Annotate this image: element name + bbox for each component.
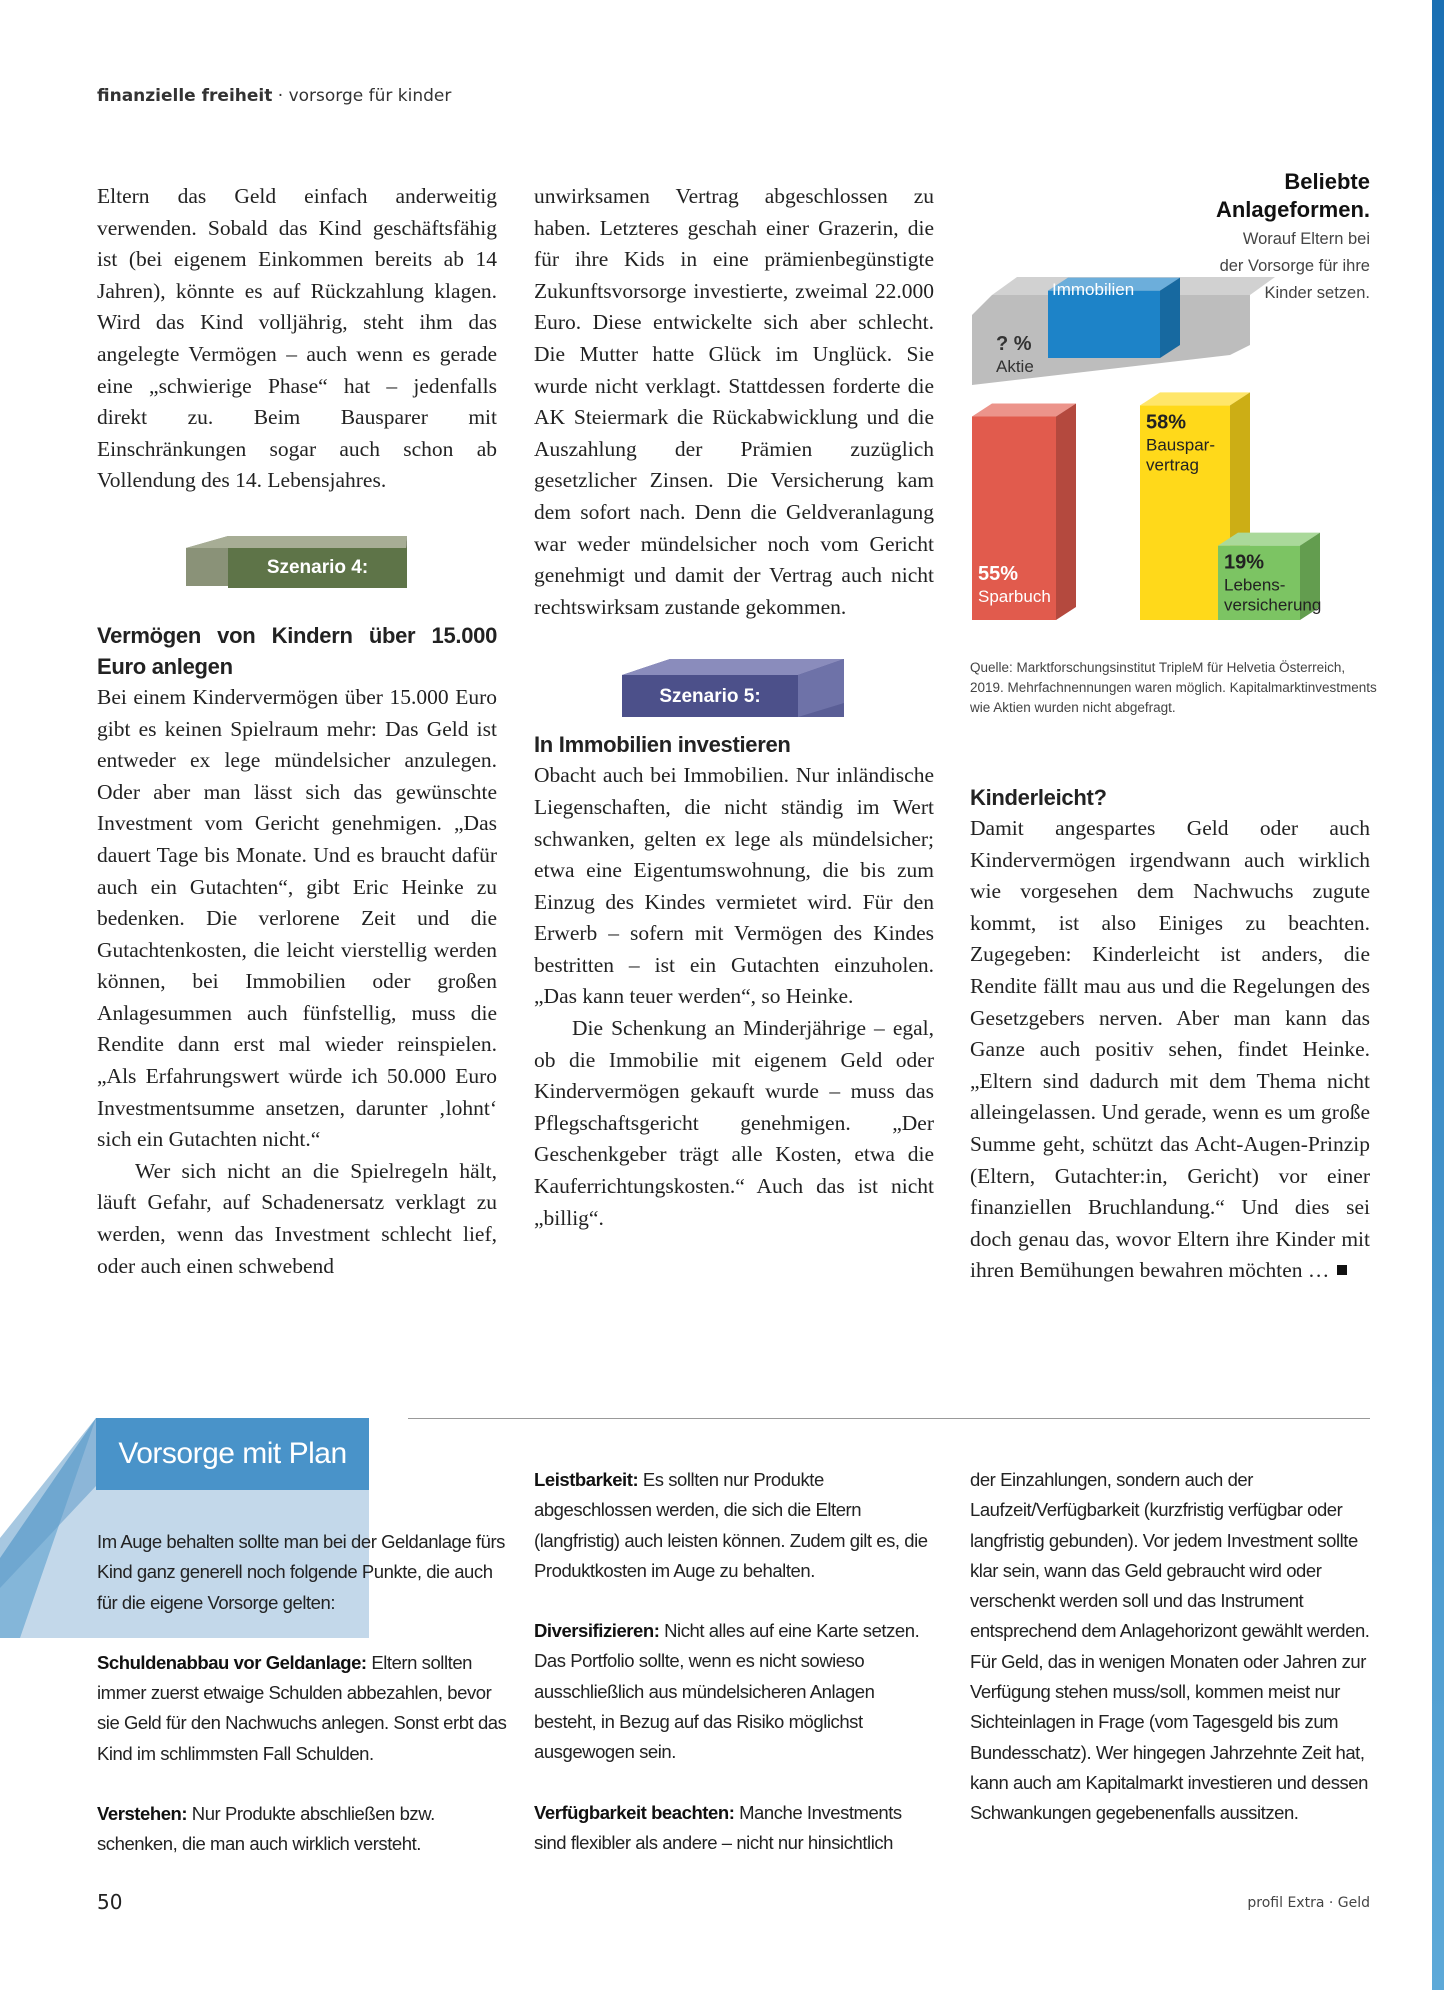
text-column-3 [970,782,1370,1287]
category-label-aktie: Aktie [996,357,1034,376]
box-item-3 [534,1465,934,1586]
col2-paragraph-3: Die Schenkung an Minderjährige – egal, ob die Immobilie mit eigenem Geld oder Kindervermögen gekauft wurde – muss das Pflegschaftsgericht genehmigen. „Der Geschenkgeber trägt alle Kosten, etwa die Kauferrichtungskosten.“ Auch das ist nicht „billig“. [534,1016,934,1230]
value-label-lebensversicherung: 19% [1224,551,1265,574]
category-label-lebensversicherung-1: versicherung [1224,595,1322,615]
box-item-1-term: Schuldenabbau vor Geldanlage: [97,1651,367,1673]
bar-sparbuch-side [1056,404,1076,621]
running-header [97,86,451,106]
value-label-aktie: ? % [996,333,1032,355]
col2-paragraph-1: unwirksamen Vertrag abgeschlossen zu haben. Letzteres geschah einer Grazerin, die für ihre Kids in eine prämienbegünstigte Zukunftsvorsorge investierte, zweimal 22.000 Euro. Diese entwickelte sich aber schlecht. Die Mutter hatte Glück im Unglück. Sie wurde nicht verklagt. Stattdessen forderte die AK Steiermark die Rückabwicklung und die Auszahlung der Prämien zuzüglich gesetzlicher Zinsen. Die Versicherung kam dem sofort nach. Denn die Geldveranlagung war weder mündelsicher noch vom Gericht genehmigt und damit der Vertrag auch nicht rechtswirksam zustande gekommen. [534,184,934,619]
col2-subhead: In Immobilien investieren [534,732,791,758]
header-section: finanzielle freiheit [97,86,273,106]
scenario-4-box [97,531,497,616]
text-column-1 [97,181,497,1282]
box-item-4 [534,1616,934,1767]
footer-publication: profil Extra · Geld [1247,1895,1370,1911]
page-number: 50 [97,1890,123,1914]
scenario-5-box [534,657,934,727]
col1-paragraph-3: Wer sich nicht an die Spielregeln hält, läuft Gefahr, auf Schadenersatz verklagt zu werden, wenn das Investment schlecht lief, oder auch einen schwebend [97,1158,497,1278]
category-label-lebensversicherung: Lebens- [1224,575,1286,595]
col1-paragraph-2: Bei einem Kindervermögen über 15.000 Euro gibt es keinen Spielraum mehr: Das Geld ist entweder ex lege mündelsicher anzulegen. Oder aber man lässt sich das gewünschte Investment vom Gericht genehmigen. „Das dauert Tage bis Monate. Und es braucht dafür auch ein Gutachten“, gibt Eric Heinke zu bedenken. Die verlorene Zeit und die Gutachtenkosten, die leicht vierstellig werden können, bei Immobilien oder großen Anlagesummen auch fünfstellig, muss die Rendite dann erst mal wieder reinspielen. „Als Erfahrungswert würde ich 50.000 Euro Investmentsumme ansetzen, darunter ‚lohnt‘ sich ein Gutachten nicht.“ [97,684,497,1152]
box-item-3-text: Es sollten nur Produkte abgeschlossen werden, die sich die Eltern (langfristig) auch leisten können. Zudem gilt es, die Produktkosten im Auge zu behalten. [534,1469,928,1581]
box-item-2-text: Nur Produkte abschließen bzw. schenken, die man auch wirklich versteht. [97,1803,435,1855]
header-topic: vorsorge für kinder [288,86,452,106]
bar-immobilien-front [1048,291,1160,358]
box-column-1 [97,1527,507,1890]
box-item-5 [534,1798,934,1859]
col3-subhead: Kinderleicht? [970,785,1107,810]
category-label-sparbuch: Sparbuch [978,587,1051,606]
value-label-bausparvertrag: 58% [1146,411,1187,434]
box-top-rule [408,1418,1370,1419]
bar-immobilien-side [1160,278,1180,358]
value-label-immobilien: 18% [1052,256,1093,278]
text-column-2 [534,181,934,1234]
box-item-1 [97,1648,507,1769]
value-label-sparbuch: 55% [978,563,1019,585]
scenario-4-label: Szenario 4: [266,557,369,579]
header-separator: · [272,86,289,106]
box-item-4-text: Nicht alles auf eine Karte setzen. Das Portfolio sollte, wenn es nicht sowieso ausschließlich aus mündelsicheren Anlagen besteht, in Bezug auf das Risiko möglichst ausgewogen sein. [534,1620,920,1763]
box-item-4-term: Diversifizieren: [534,1620,660,1642]
box-item-5-term: Verfügbarkeit beachten: [534,1801,735,1823]
scenario-5-label: Szenario 5: [659,685,761,707]
box-item-5-text: Manche Investments sind flexibler als andere – nicht nur hinsichtlich [534,1801,902,1853]
box-title: Vorsorge mit Plan [96,1418,369,1490]
col3-paragraph-1-text: Damit angespartes Geld oder auch Kindervermögen irgendwann auch wirklich wie vorgesehen dem Nachwuchs zugute kommt, ist also Einiges zu beachten. Zugegeben: Kinderleicht ist anders, die Rendite fällt mau aus und die Regelungen des Gesetzgebers nerven. Aber man kann das Ganze auch positiv sehen, findet Heinke. „Eltern sind dadurch mit dem Thema nicht alleingelassen. Und gerade, wenn es um große Summe geht, schützt das Acht-Augen-Prinzip (Eltern, Gutachter:in, Gericht) vor einer finanziellen Bruchlandung.“ Und dies sei doch genau das, wovor Eltern ihre Kinder mit ihren Bemühungen bewahren möchten … [970,816,1370,1283]
chart-3d-bars [960,200,1360,645]
col1-subhead: Vermögen von Kindern über 15.000 Euro anlegen [97,622,497,679]
category-label-immobilien: Immobilien [1052,280,1135,299]
chart-title-line-1: Beliebte [1284,169,1370,194]
chart-subtitle-line-3: Kinder setzen. [1264,284,1370,302]
box-item-3-term: Leistbarkeit: [534,1469,639,1490]
edge-color-strip [1432,0,1444,1990]
box-intro: Im Auge behalten sollte man bei der Geldanlage fürs Kind ganz generell noch folgende Punkte, die auch für die eigene Vorsorge gelten: [97,1531,505,1613]
chart-source-note: Quelle: Marktforschungsinstitut TripleM für Helvetia Österreich, 2019. Mehrfachnennungen waren möglich. Kapitalmarktinvestments wie Aktien wurden nicht abgefragt. [970,660,1377,715]
box-col3-text: der Einzahlungen, sondern auch der Laufzeit/Verfügbarkeit (kurzfristig verfügbar oder langfristig gebunden). Vor jedem Investment sollte klar sein, wann das Geld gebraucht wird oder verschenkt werden soll und das Instrument entsprechend dem Anlagehorizont gewählt werden. Für Geld, das in wenigen Monaten oder Jahren zur Verfügung stehen muss/soll, kommen meist nur Sichteinlagen in Frage (vom Tagesgeld bis zum Bundesschatz). Wer hingegen Jahrzehnte Zeit hat, kann auch am Kapitalmarkt investieren und dessen Schwankungen gegebenenfalls aussitzen. [970,1469,1370,1824]
chart-subtitle-line-2: der Vorsorge für ihre [1219,257,1370,275]
box-column-3 [970,1465,1380,1859]
category-label-bausparvertrag-1: vertrag [1146,455,1199,475]
col2-paragraph-2: Obacht auch bei Immobilien. Nur inländische Liegenschaften, die nicht ständig im Wert schwanken, gelten ex lege als mündelsicher; etwa eine Eigentumswohnung, die bis zum Einzug des Kindes vermietet wird. Für den Erwerb – sofern mit Vermögen des Kindes bestritten – ist ein Gutachten einzuholen. „Das kann teuer werden“, so Heinke. [534,763,934,1009]
box-item-2-term: Verstehen: [97,1803,188,1825]
box-item-2 [97,1799,507,1860]
box-column-2 [534,1465,934,1888]
col3-paragraph-1 [970,813,1370,1287]
col1-paragraph-1: Eltern das Geld einfach anderweitig verwenden. Sobald das Kind geschäftsfähig ist (bei eigenem Einkommen bereits ab 14 Jahren), könnte es auf Rückzahlung klagen. Wird das Kind volljährig, steht ihm das angelegte Vermögen – auch wenn es gerade eine „schwierige Phase“ hat – jedenfalls direkt zu. Beim Bausparer mit Einschränkungen sogar auch schon ab Vollendung des 14. Lebensjahres. [97,184,497,493]
chart-subtitle-line-1: Worauf Eltern bei [1242,230,1370,248]
category-label-bausparvertrag: Bauspar- [1146,435,1215,455]
box-item-1-text: Eltern sollten immer zuerst etwaige Schulden abbezahlen, bevor sie Geld für den Nachwuchs anlegen. Sonst erbt das Kind im schlimmsten Fall Schulden. [97,1651,507,1764]
chart-title-line-2: Anlageformen. [1215,197,1370,222]
end-of-article-square-icon [1337,1265,1347,1275]
